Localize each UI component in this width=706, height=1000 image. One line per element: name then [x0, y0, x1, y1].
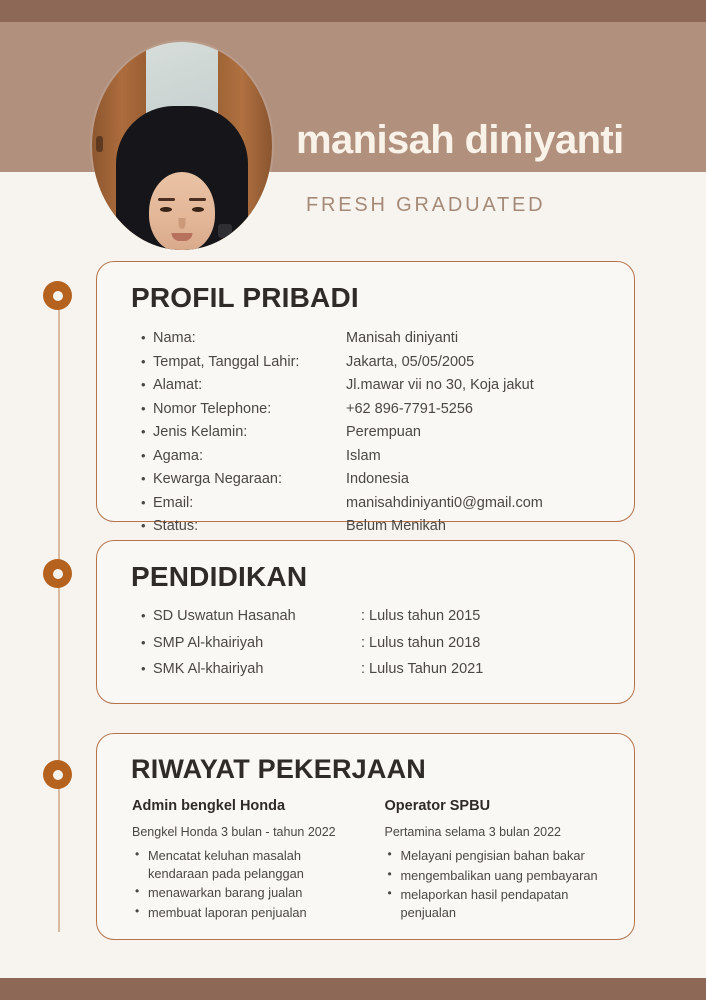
education-school: SMP Al-khairiyah	[153, 634, 264, 651]
work-position: Admin bengkel Honda	[132, 798, 286, 814]
profile-label: Tempat, Tanggal Lahir:	[153, 353, 300, 370]
bullet-icon: •	[141, 494, 146, 510]
profile-value: Manisah diniyanti	[346, 330, 459, 346]
footer-band	[0, 978, 706, 1000]
profile-label: Nomor Telephone:	[153, 400, 272, 417]
profile-value: Belum Menikah	[346, 518, 446, 534]
bullet-icon: •	[141, 661, 146, 676]
brow-left	[158, 198, 175, 201]
profile-row	[141, 401, 611, 425]
work-duty: • Melayani pengisian bahan bakar	[385, 847, 611, 865]
nose	[179, 218, 186, 229]
bullet-icon: •	[141, 608, 146, 623]
uniform-badge	[218, 224, 232, 238]
eye-right	[192, 207, 204, 212]
profile-row	[141, 448, 611, 472]
education-rows	[141, 608, 601, 688]
timeline-dot-work	[43, 760, 72, 789]
education-year: : Lulus tahun 2015	[361, 608, 481, 624]
work-duty: • menawarkan barang jualan	[132, 884, 358, 902]
profile-label: Agama:	[153, 447, 203, 464]
profile-label: Kewarga Negaraan:	[153, 471, 282, 487]
section-title-work: RIWAYAT PEKERJAAN	[131, 754, 426, 784]
section-title-education: PENDIDIKAN	[131, 561, 308, 592]
bullet-icon: •	[141, 424, 146, 439]
profile-label: Nama:	[153, 330, 196, 346]
section-education	[96, 540, 635, 704]
work-meta: Pertamina selama 3 bulan 2022	[384, 825, 562, 839]
work-duty: • melaporkan hasil pendapatan penjualan	[385, 886, 611, 921]
work-entry	[132, 798, 358, 923]
profile-value: Jl.mawar vii no 30, Koja jakut	[346, 377, 534, 393]
work-position: Operator SPBU	[384, 798, 491, 814]
profile-row	[141, 471, 611, 495]
photo-face	[149, 172, 215, 250]
work-entry	[385, 798, 611, 923]
work-duties	[132, 847, 358, 921]
section-title-profile: PROFIL PRIBADI	[131, 282, 359, 313]
bullet-icon: •	[141, 400, 146, 416]
header-top-band	[0, 0, 706, 22]
eye-left	[160, 207, 172, 212]
profile-value: +62 896-7791-5256	[346, 400, 473, 417]
work-duty: • mengembalikan uang pembayaran	[385, 867, 611, 885]
bullet-icon: •	[141, 353, 146, 369]
profile-row	[141, 424, 611, 448]
profile-row	[141, 495, 611, 519]
education-school: SD Uswatun Hasanah	[153, 608, 296, 624]
brow-right	[189, 198, 206, 201]
profile-photo	[92, 42, 272, 250]
education-school: SMK Al-khairiyah	[153, 661, 264, 677]
education-row	[141, 608, 601, 635]
profile-row	[141, 354, 611, 378]
profile-value: Perempuan	[346, 424, 421, 440]
work-columns	[132, 798, 610, 923]
timeline-dot-education	[43, 559, 72, 588]
profile-label: Alamat:	[153, 377, 203, 393]
profile-row	[141, 518, 611, 542]
bullet-icon: •	[141, 634, 146, 650]
profile-value: Islam	[346, 447, 381, 464]
bullet-icon: •	[141, 518, 146, 533]
profile-rows	[141, 330, 611, 542]
profile-value-email: manisahdiniyanti0@gmail.com	[346, 494, 543, 511]
profile-label: Status:	[153, 518, 199, 534]
door-knob-icon	[96, 136, 103, 152]
profile-row	[141, 377, 611, 401]
profile-label: Email:	[153, 494, 194, 511]
profile-label: Jenis Kelamin:	[153, 424, 248, 440]
profile-value: Indonesia	[346, 471, 409, 487]
education-row	[141, 661, 601, 688]
work-duty: • Mencatat keluhan masalah kendaraan pada pelanggan	[132, 847, 358, 882]
work-duty: • membuat laporan penjualan	[132, 904, 358, 922]
work-meta: Bengkel Honda 3 bulan - tahun 2022	[132, 825, 336, 839]
profile-row	[141, 330, 611, 354]
page-subtitle: FRESH GRADUATED	[306, 194, 546, 216]
education-year: : Lulus Tahun 2021	[361, 661, 484, 677]
education-year: : Lulus tahun 2018	[361, 634, 481, 651]
timeline-line	[58, 295, 60, 932]
bullet-icon: •	[141, 377, 146, 392]
timeline-dot-profile	[43, 281, 72, 310]
photo-subject	[116, 106, 248, 250]
education-row	[141, 635, 601, 662]
profile-value: Jakarta, 05/05/2005	[346, 353, 475, 370]
bullet-icon: •	[141, 330, 146, 345]
bullet-icon: •	[141, 471, 146, 486]
bullet-icon: •	[141, 447, 146, 463]
section-profile	[96, 261, 635, 534]
page-title: manisah diniyanti	[296, 118, 624, 162]
work-duties	[385, 847, 611, 921]
section-work-experience	[96, 733, 635, 940]
mouth	[172, 233, 193, 241]
